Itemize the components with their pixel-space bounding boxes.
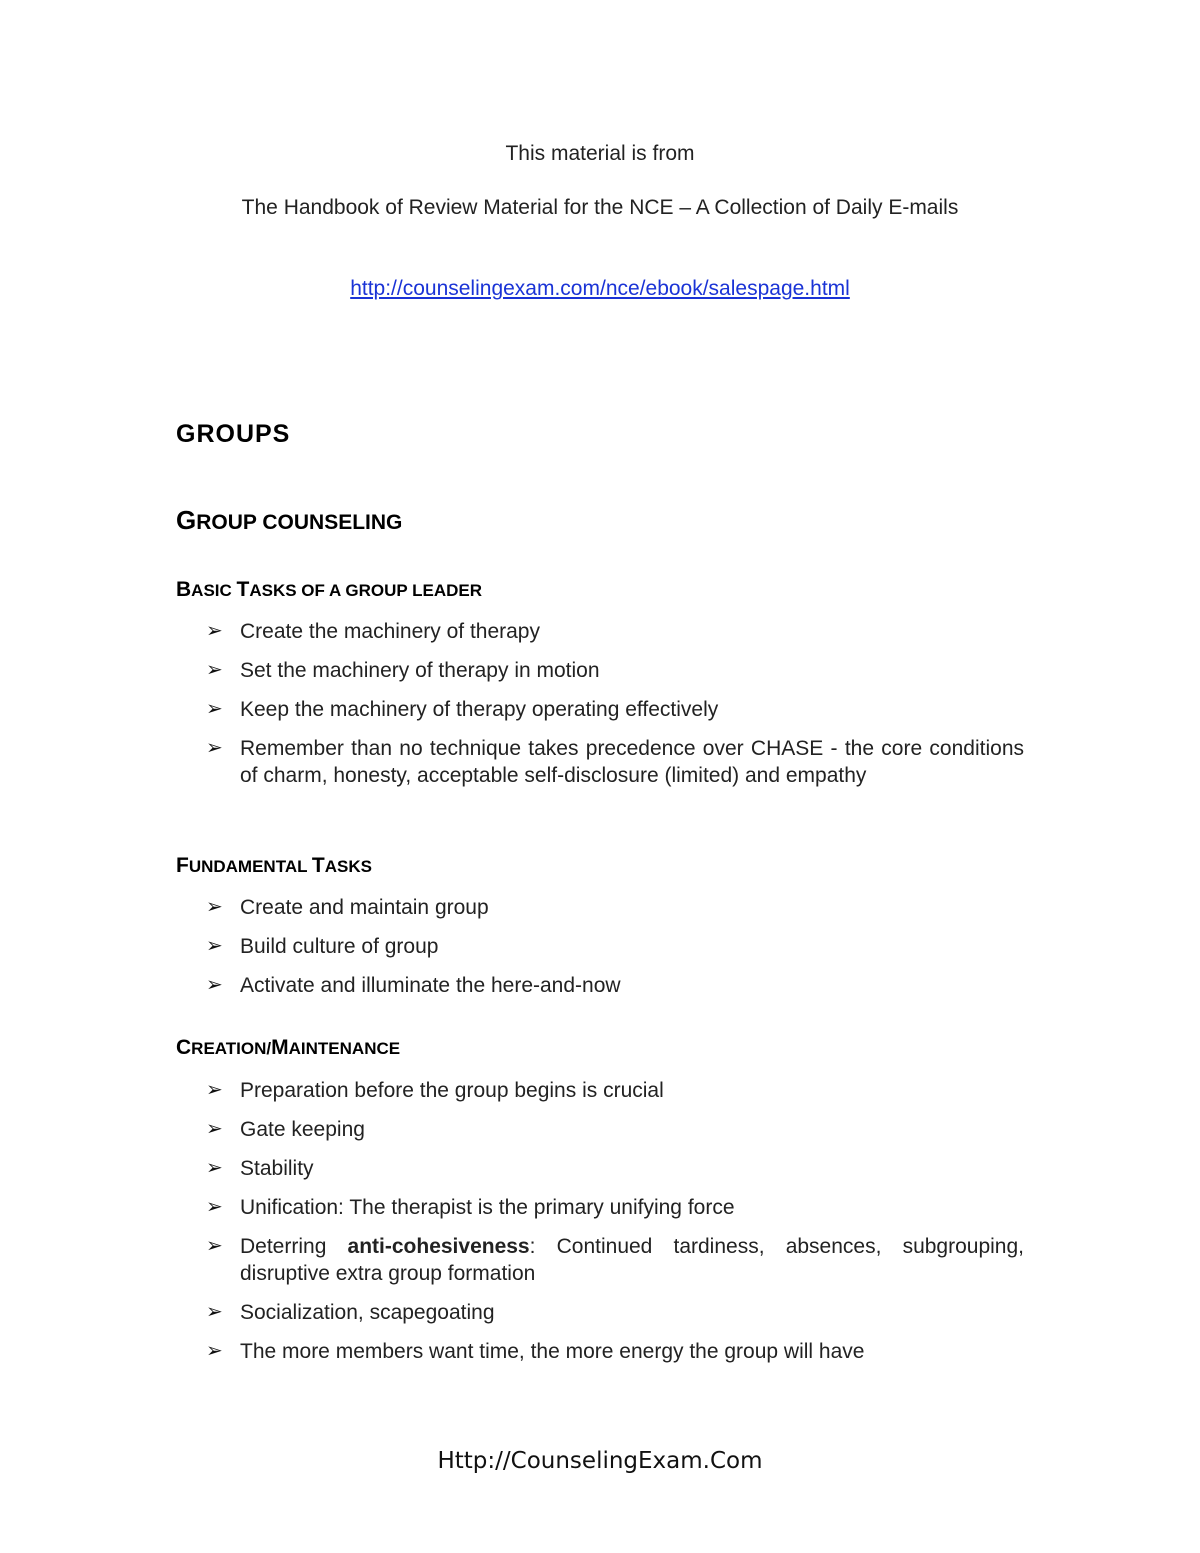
arrowhead-bullet-icon: ➢ [206,620,223,642]
heading-part: F [176,854,189,877]
heading-basic-tasks [176,578,482,602]
list-item-bold-term: anti-cohesiveness [347,1235,530,1258]
list-item [206,1299,1024,1326]
list-item-text: Socialization, scapegoating [240,1301,495,1324]
arrowhead-bullet-icon: ➢ [206,737,223,759]
list-item-text: Preparation before the group begins is crucial [240,1079,664,1102]
list-item-text: Gate keeping [240,1118,365,1141]
heading-part: T [236,578,250,601]
list-item-text: Build culture of group [240,935,439,958]
intro-line: This material is from [505,142,695,165]
heading-fundamental-tasks [176,854,372,878]
heading-initial: G [176,505,197,535]
list-item [206,735,1024,789]
arrowhead-bullet-icon: ➢ [206,1118,223,1140]
creation-maintenance-list [206,1077,1024,1377]
list-item-text: Activate and illuminate the here-and-now [240,974,621,997]
heading-part: B [176,578,192,601]
heading-group-counseling [176,505,402,536]
heading-part: M [271,1036,289,1059]
list-item [206,1155,1024,1182]
fundamental-tasks-list [206,894,1024,1011]
list-item [206,696,1024,723]
list-item-text: Create the machinery of therapy [240,620,540,643]
url-line [0,277,1200,301]
list-item [206,1116,1024,1143]
list-item-text: Set the machinery of therapy in motion [240,659,600,682]
list-item [206,1077,1024,1104]
arrowhead-bullet-icon: ➢ [206,1301,223,1323]
list-item-text-post: : Continued tardiness, absences, subgrouping, disruptive extra group formation [240,1235,1025,1285]
list-item [206,1338,1024,1365]
list-item-text: Remember than no technique takes precedence over CHASE - the core conditions of charm, honesty, acceptable self-disclosure (limited) and empathy [240,737,1024,787]
list-item-text: Create and maintain group [240,896,489,919]
list-item [206,933,1024,960]
list-item-text-pre: Deterring [240,1235,348,1258]
heading-creation-maintenance [176,1036,400,1060]
list-item-text: Unification: The therapist is the primary unifying force [240,1196,735,1219]
salespage-link[interactable]: http://counselingexam.com/nce/ebook/salespage.html [350,277,850,300]
list-item [206,657,1024,684]
heading-part: T [311,854,325,877]
list-item [206,1194,1024,1221]
basic-tasks-list [206,618,1024,801]
arrowhead-bullet-icon: ➢ [206,974,223,996]
list-item-text: Keep the machinery of therapy operating effectively [240,698,719,721]
arrowhead-bullet-icon: ➢ [206,935,223,957]
arrowhead-bullet-icon: ➢ [206,896,223,918]
arrowhead-bullet-icon: ➢ [206,1235,223,1257]
arrowhead-bullet-icon: ➢ [206,1196,223,1218]
heading-groups: GROUPS [176,420,291,448]
arrowhead-bullet-icon: ➢ [206,659,223,681]
list-item [206,972,1024,999]
heading-part: REATION/ [191,1039,272,1058]
heading-part: UNDAMENTAL [188,857,312,876]
list-item [206,618,1024,645]
list-item [206,894,1024,921]
list-item-text: Stability [240,1157,314,1180]
heading-part: AINTENANCE [288,1039,401,1058]
heading-part: C [176,1036,192,1059]
arrowhead-bullet-icon: ➢ [206,1079,223,1101]
arrowhead-bullet-icon: ➢ [206,1340,223,1362]
list-item [206,1233,1024,1287]
heading-part: ASKS [324,857,372,876]
arrowhead-bullet-icon: ➢ [206,1157,223,1179]
page-footer: Http://CounselingExam.Com [437,1448,763,1474]
arrowhead-bullet-icon: ➢ [206,698,223,720]
heading-part: ASKS OF A GROUP LEADER [249,581,483,600]
book-title: The Handbook of Review Material for the NCE – A Collection of Daily E-mails [241,196,959,219]
heading-part: ASIC [191,581,237,600]
heading-rest: ROUP COUNSELING [196,511,403,534]
list-item-text: The more members want time, the more energy the group will have [240,1340,865,1363]
